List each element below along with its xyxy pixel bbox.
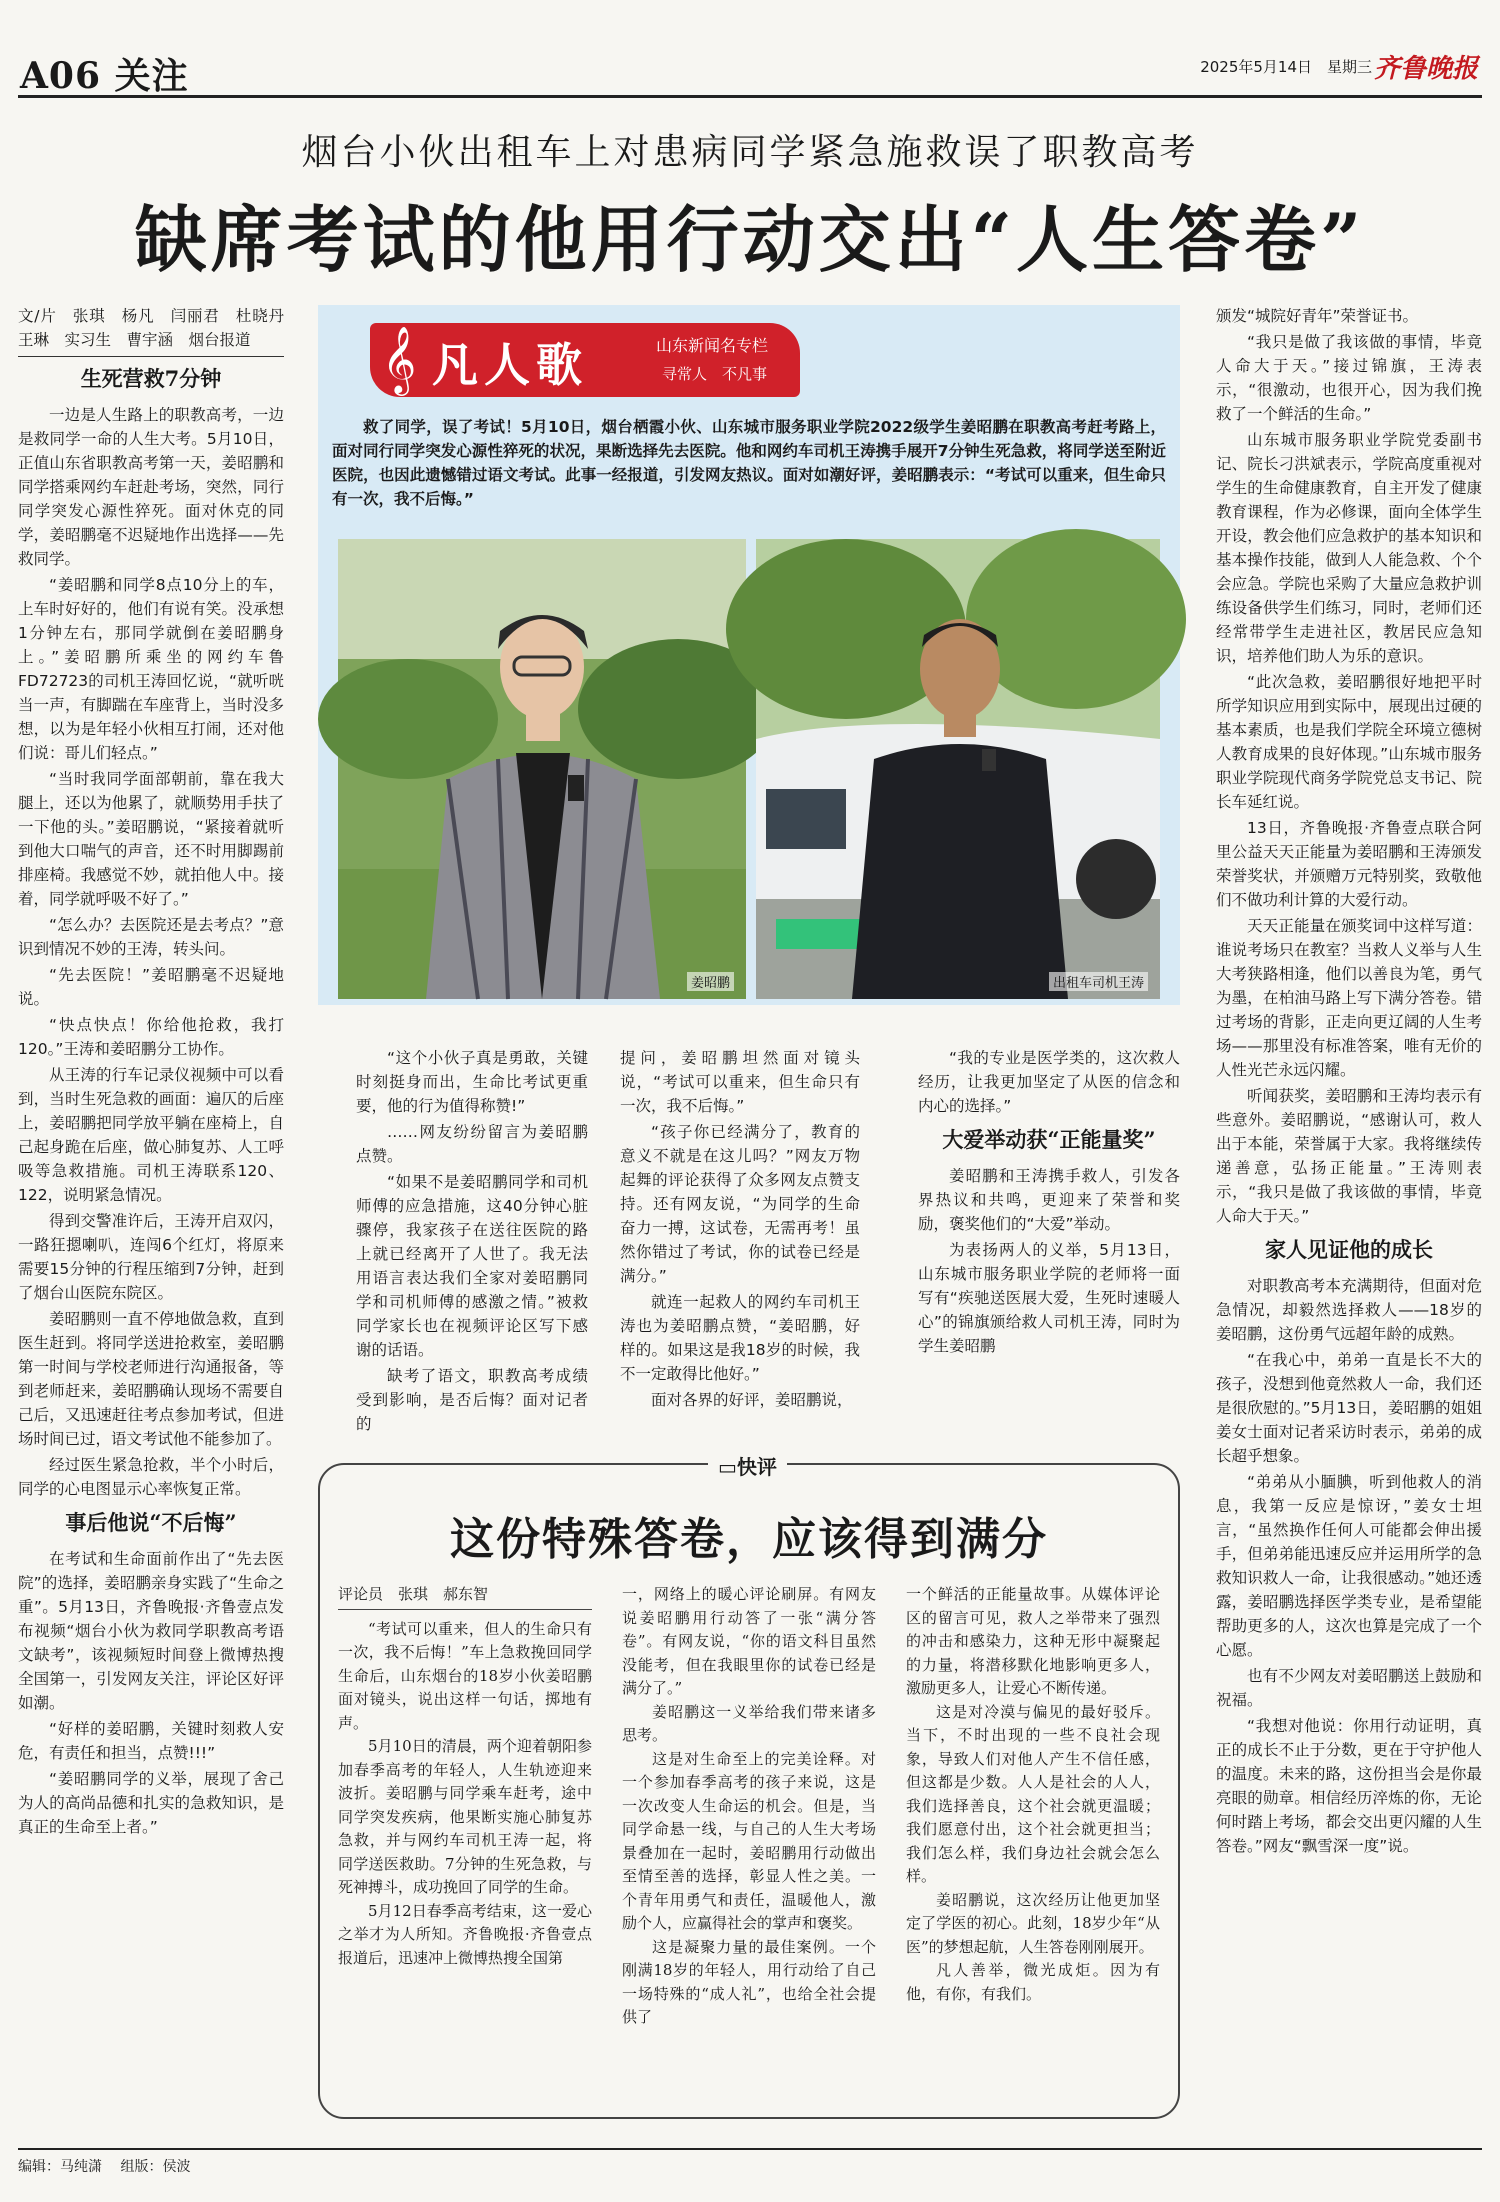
paragraph: “我的专业是医学类的，这次救人经历，让我更加坚定了从医的信念和内心的选择。” [918, 1049, 1180, 1115]
photo-student [338, 539, 746, 999]
paragraph: 提问，姜昭鹏坦然面对镜头说，“考试可以重来，但生命只有一次，我不后悔。” [620, 1049, 860, 1115]
paragraph: 13日，齐鲁晚报·齐鲁壹点联合阿里公益天天正能量为姜昭鹏和王涛颁发荣誉奖状，并颁赠万元特别奖，致敬他们不做功利计算的大爱行动。 [1216, 819, 1482, 909]
kicker-headline: 烟台小伙出租车上对患病同学紧急施救误了职教高考 [301, 132, 1199, 173]
article-column-2 [356, 1046, 588, 1446]
subhead-no-regret: 事后他说“不后悔” [65, 1510, 237, 1535]
article-column-4 [918, 1046, 1180, 1446]
paragraph: 凡人善举，微光成炬。因为有他，有你，有我们。 [906, 1961, 1160, 2003]
paragraph: 就连一起救人的网约车司机王涛也为姜昭鹏点赞，“姜昭鹏，好样的。如果这是我18岁的时候，我不一定敢得比他好。” [620, 1293, 860, 1383]
student-photo-illustration [338, 539, 746, 999]
paragraph: “怎么办？去医院还是去考点？”意识到情况不妙的王涛，转头问。 [18, 916, 284, 958]
paragraph: 也有不少网友对姜昭鹏送上鼓励和祝福。 [1216, 1667, 1482, 1709]
article-column-5 [1216, 304, 1482, 2142]
column-slogan: 寻常人 不凡事 [662, 365, 768, 383]
byline: 文/片 张琪 杨凡 闫丽君 杜晓丹 王琳 实习生 曹宇涵 烟台报道 [18, 304, 284, 357]
paragraph: 5月10日的清晨，两个迎着朝阳参加春季高考的年轻人，人生轨迹迎来波折。姜昭鹏与同学乘车赶考，途中同学突发疾病，他果断实施心肺复苏急救，并与网约车司机王涛一起，将同学送医救助。7分钟的生死急救，与死神搏斗，成功挽回了同学的生命。 [338, 1737, 592, 1896]
paragraph: “姜昭鹏和同学8点10分上的车，上车时好好的，他们有说有笑。没承想1分钟左右，那同学就倒在姜昭鹏身上。”姜昭鹏所乘坐的网约车鲁FD72723的司机王涛回忆说，“就听咣当一声，有脚踹在车座背上，当时没多想，以为是年轻小伙相互打闹，还对他们说：哥儿们轻点。” [18, 576, 284, 762]
commentary-byline: 评论员 张琪 郝东智 [338, 1583, 592, 1610]
paragraph: “这个小伙子真是勇敢，关键时刻挺身而出，生命比考试更重要，他的行为值得称赞!” [356, 1049, 588, 1115]
paragraph: 姜昭鹏这一义举给我们带来诸多思考。 [622, 1702, 876, 1744]
paragraph: 一边是人生路上的职教高考，一边是救同学一命的人生大考。5月10日，正值山东省职教高考第一天，姜昭鹏和同学搭乘网约车赶赴考场，突然，同行同学突发心源性猝死。面对休克的同学，姜昭鹏毫不迟疑地作出选择——先救同学。 [18, 406, 284, 568]
paragraph: 这是对生命至上的完美诠释。对一个参加春季高考的孩子来说，这是一次改变人生命运的机会。但是，当同学命悬一线，与自己的人生大考场景叠加在一起时，姜昭鹏用行动做出至情至善的选择，彰显人性之美。一个青年用勇气和责任，温暖他人，激励个人，应赢得社会的掌声和褒奖。 [622, 1749, 876, 1932]
commentary-title: 这份特殊答卷，应该得到满分 [450, 1514, 1048, 1565]
column-name: 山东新闻名专栏 [656, 336, 769, 355]
page-number: A06 关注 [20, 55, 189, 97]
article-column-1 [18, 304, 300, 2142]
paragraph: 姜昭鹏和王涛携手救人，引发各界热议和共鸣，更迎来了荣誉和奖励，褒奖他们的“大爱”举动。 [918, 1167, 1180, 1233]
paragraph: “如果不是姜昭鹏同学和司机师傅的应急措施，这40分钟心脏骤停，我家孩子在送往医院的路上就已经离开了人世了。我无法用语言表达我们全家对姜昭鹏同学和司机师傅的感激之情。”被救同学家长也在视频评论区写下感谢的话语。 [356, 1173, 588, 1359]
paragraph: 缺考了语文，职教高考成绩受到影响，是否后悔？面对记者的 [356, 1367, 588, 1433]
page-footer [18, 2148, 1482, 2176]
paragraph: “我只是做了我该做的事情，毕竟人命大于天。”接过锦旗，王涛表示，“很激动，也很开心，因为我们挽救了一个鲜活的生命。” [1216, 333, 1482, 423]
main-headline: 缺席考试的他用行动交出“人生答卷” [134, 197, 1366, 282]
paragraph: “当时我同学面部朝前，靠在我大腿上，还以为他累了，就顺势用手扶了一下他的头。”姜昭鹏说，“紧接着就听到他大口喘气的声音，还不时用脚踢前排座椅。我感觉不妙，就拍他人中。接着，同学就呼吸不好了。” [18, 770, 284, 908]
column-title: 凡人歌 [432, 338, 588, 392]
paragraph: “快点快点！你给他抢救，我打120。”王涛和姜昭鹏分工协作。 [18, 1016, 284, 1058]
column-banner [370, 323, 800, 397]
paragraph: 对职教高考本充满期待，但面对危急情况，却毅然选择救人——18岁的姜昭鹏，这份勇气远超年龄的成熟。 [1216, 1277, 1482, 1343]
paragraph: 从王涛的行车记录仪视频中可以看到，当时生死急救的画面：遍仄的后座上，姜昭鹏把同学放平躺在座椅上，自己起身跪在后座，做心肺复苏、人工呼吸等急救措施。司机王涛联系120、122，说明紧急情况。 [18, 1066, 284, 1204]
paragraph: 这是凝聚力量的最佳案例。一个刚满18岁的年轻人，用行动给了自己一场特殊的“成人礼”，也给全社会提供了 [622, 1937, 876, 2026]
issue-weekday: 星期三 [1326, 58, 1372, 76]
paragraph: 姜昭鹏则一直不停地做急救，直到医生赶到。将同学送进抢救室，姜昭鹏第一时间与学校老师进行沟通报备，等到老师赶来，姜昭鹏确认现场不需要自己后，又迅速赶往考点参加考试，但进场时间已过，语文考试他不能参加了。 [18, 1310, 284, 1448]
paragraph: 山东城市服务职业学院党委副书记、院长刁洪斌表示，学院高度重视对学生的生命健康教育，自主开发了健康教育课程，作为必修课，面向全体学生开设，教会他们应急救护的基本知识和基本操作技能，做到人人能急救、个个会应急。学院也采购了大量应急救护训练设备供学生们练习，同时，老师们还经常带学生走进社区，教居民应急知识，培养他们助人为乐的意识。 [1216, 431, 1482, 665]
subhead-family: 家人见证他的成长 [1265, 1237, 1433, 1262]
paragraph: “好样的姜昭鹏，关键时刻救人安危，有责任和担当，点赞!!!” [18, 1720, 284, 1762]
subhead-award: 大爱举动获“正能量奖” [942, 1127, 1156, 1152]
paragraph: 经过医生紧急抢救，半个小时后，同学的心电图显示心率恢复正常。 [18, 1456, 284, 1498]
photo-caption-student: 姜昭鹏 [687, 972, 734, 991]
paragraph: 5月12日春季高考结束，这一爱心之举才为人所知。齐鲁晚报·齐鲁壹点报道后，迅速冲上微博热搜全国第 [338, 1901, 592, 1967]
paragraph: “在我心中，弟弟一直是长不大的孩子，没想到他竟然救人一命，我们还是很欣慰的。”5月13日，姜昭鹏的姐姐姜女士面对记者采访时表示，弟弟的成长超乎想象。 [1216, 1351, 1482, 1465]
paper-logo: 齐鲁晚报 [1373, 54, 1478, 84]
paragraph: 听闻获奖，姜昭鹏和王涛均表示有些意外。姜昭鹏说，“感谢认可，救人出于本能，荣誉属于大家。我将继续传递善意，弘扬正能量。”王涛则表示，“我只是做了我该做的事情，毕竟人命大于天。” [1216, 1087, 1482, 1225]
photo-driver [756, 539, 1160, 999]
paragraph: “考试可以重来，但人的生命只有一次，我不后悔！”车上急救挽回同学生命后，山东烟台的18岁小伙姜昭鹏面对镜头，说出这样一句话，掷地有声。 [338, 1619, 592, 1732]
paragraph: “姜昭鹏同学的义举，展现了舍己为人的高尚品德和扎实的急救知识，是真正的生命至上者。” [18, 1770, 284, 1836]
commentary-box [318, 1455, 1180, 2119]
subhead-rescue: 生死营救7分钟 [80, 366, 222, 391]
paragraph: ……网友纷纷留言为姜昭鹏点赞。 [356, 1123, 588, 1165]
paragraph: “孩子你已经满分了，教育的意义不就是在这儿吗？”网友万物起舞的评论获得了众多网友点赞支持。还有网友说，“为同学的生命奋力一搏，这试卷，无需再考！虽然你错过了考试，你的试卷已经是满分。” [620, 1123, 860, 1285]
paragraph: 为表扬两人的义举，5月13日，山东城市服务职业学院的老师将一面写有“疾驰送医展大爱，生死时速暖人心”的锦旗颁给救人司机王涛，同时为学生姜昭鹏 [918, 1241, 1180, 1355]
paragraph: 得到交警准许后，王涛开启双闪，一路狂摁喇叭，连闯6个红灯，将原来需要15分钟的行程压缩到7分钟，赶到了烟台山医院东院区。 [18, 1212, 284, 1302]
driver-photo-illustration [756, 539, 1160, 999]
commentary-tag: ▭快评 [708, 1451, 787, 1480]
issue-date: 2025年5月14日 [1200, 58, 1312, 76]
masthead [18, 46, 1482, 98]
treble-clef-icon: 𝄞 [382, 325, 417, 393]
paragraph: 在考试和生命面前作出了“先去医院”的选择，姜昭鹏亲身实践了“生命之重”。5月13日，齐鲁晚报·齐鲁壹点发布视频“烟台小伙为救同学职教高考语文缺考”，该视频短时间登上微博热搜全国第一，引发网友关注，评论区好评如潮。 [18, 1550, 284, 1712]
paragraph: 颁发“城院好青年”荣誉证书。 [1216, 307, 1419, 325]
lead-paragraph: 救了同学，误了考试！5月10日，烟台栖霞小伙、山东城市服务职业学院2022级学生姜昭鹏在职教高考赶考路上，面对同行同学突发心源性猝死的状况，果断选择先去医院。他和网约车司机王涛携手展开7分钟生死急救，将同学送至附近医院，也因此遗憾错过语文考试。此事一经报道，引发网友热议。面对如潮好评，姜昭鹏表示：“考试可以重来，但生命只有一次，我不后悔。” [332, 418, 1166, 508]
paragraph: 姜昭鹏说，这次经历让他更加坚定了学医的初心。此刻，18岁少年“从医”的梦想起航，人生答卷刚刚展开。 [906, 1890, 1160, 1956]
paragraph: 一，网络上的暖心评论刷屏。有网友说姜昭鹏用行动答了一张“满分答卷”。有网友说，“你的语文科目虽然没能考，但在我眼里你的试卷已经是满分了。” [622, 1585, 876, 1697]
paragraph: 这是对冷漠与偏见的最好驳斥。当下，不时出现的一些不良社会现象，导致人们对他人产生不信任感，但这都是少数。人人是社会的人人，我们选择善良，这个社会就更温暖；我们愿意付出，这个社会就更担当；我们怎么样，我们身边社会就会怎么样。 [906, 1702, 1160, 1885]
commentary-column-3 [906, 1583, 1160, 2103]
paragraph: 一个鲜活的正能量故事。从媒体评论区的留言可见，救人之举带来了强烈的冲击和感染力，这种无形中凝聚起的力量，将潜移默化地影响更多人，激励更多人，让爱心不断传递。 [906, 1585, 1160, 1697]
layout-credit: 组版：侯波 [120, 2159, 191, 2175]
photo-caption-driver: 出租车司机王涛 [1049, 972, 1148, 991]
paragraph: 面对各界的好评，姜昭鹏说， [651, 1391, 853, 1409]
paragraph: “弟弟从小腼腆，听到他救人的消息，我第一反应是惊讶，”姜女士坦言，“虽然换作任何人可能都会伸出援手，但弟弟能迅速反应并运用所学的急救知识救人一命，让我很感动。”她还透露，姜昭鹏选择医学类专业，是希望能帮助更多的人，这次也算是完成了一个心愿。 [1216, 1473, 1482, 1659]
commentary-column-1 [338, 1583, 592, 2103]
article-column-3 [620, 1046, 860, 1446]
editor-credit: 编辑：马纯潇 [18, 2159, 102, 2175]
paragraph: “此次急救，姜昭鹏很好地把平时所学知识应用到实际中，展现出过硬的基本素质，也是我们学院全环境立德树人教育成果的良好体现。”山东城市服务职业学院现代商务学院党总支书记、院长车延红说。 [1216, 673, 1482, 811]
paragraph: 天天正能量在颁奖词中这样写道：谁说考场只在教室？当救人义举与人生大考狭路相逢，他们以善良为笔，勇气为墨，在柏油马路上写下满分答卷。错过考场的背影，正走向更辽阔的人生考场——那里没有标准答案，唯有无价的人性光芒永远闪耀。 [1216, 917, 1482, 1079]
commentary-column-2 [622, 1583, 876, 2103]
paragraph: “先去医院！”姜昭鹏毫不迟疑地说。 [18, 966, 284, 1008]
feature-box [318, 305, 1180, 1005]
paragraph: “我想对他说：你用行动证明，真正的成长不止于分数，更在于守护他人的温度。未来的路，这份担当会是你最亮眼的勋章。相信经历淬炼的你，无论何时踏上考场，都会交出更闪耀的人生答卷。”网友“飘雪深一度”说。 [1216, 1717, 1482, 1855]
